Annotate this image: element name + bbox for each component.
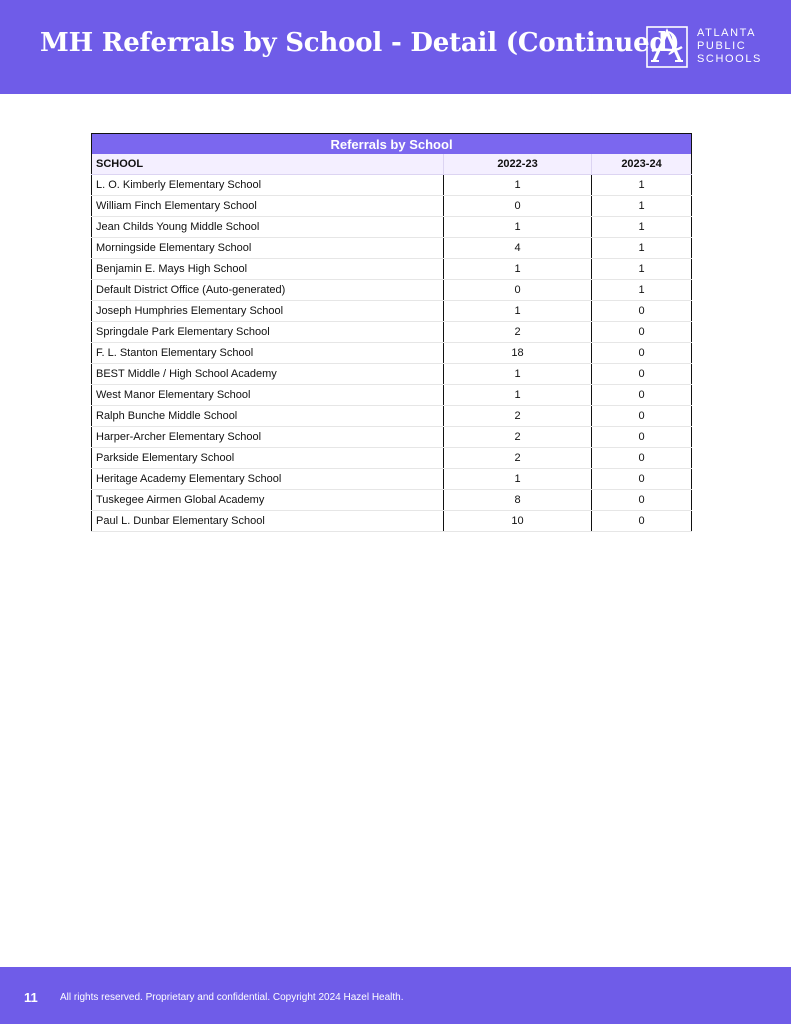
table-body bbox=[92, 154, 692, 532]
referrals-2023-24-cell: 1 bbox=[592, 238, 692, 259]
school-name-cell: L. O. Kimberly Elementary School bbox=[92, 175, 444, 196]
logo-line-1: ATLANTA bbox=[697, 27, 757, 39]
table-row bbox=[92, 175, 692, 196]
referrals-by-school-table bbox=[91, 133, 692, 532]
page-header bbox=[0, 0, 791, 94]
logo-wordmark bbox=[697, 27, 762, 66]
referrals-2022-23-cell: 0 bbox=[444, 196, 592, 217]
table-row bbox=[92, 301, 692, 322]
referrals-2022-23-cell: 1 bbox=[444, 385, 592, 406]
referrals-2022-23-cell: 10 bbox=[444, 511, 592, 532]
table-row bbox=[92, 196, 692, 217]
referrals-2023-24-cell: 0 bbox=[592, 322, 692, 343]
school-name-cell: Default District Office (Auto-generated) bbox=[92, 280, 444, 301]
table-row bbox=[92, 385, 692, 406]
column-header-school: SCHOOL bbox=[92, 154, 444, 175]
referrals-2022-23-cell: 1 bbox=[444, 259, 592, 280]
page-title: MH Referrals by School - Detail (Continued) bbox=[40, 28, 680, 58]
table-row bbox=[92, 469, 692, 490]
column-header-2023-24: 2023-24 bbox=[592, 154, 692, 175]
referrals-2023-24-cell: 0 bbox=[592, 301, 692, 322]
referrals-2023-24-cell: 0 bbox=[592, 511, 692, 532]
table-row bbox=[92, 511, 692, 532]
logo-line-2: PUBLIC bbox=[697, 40, 747, 52]
referrals-table-container bbox=[91, 133, 691, 532]
referrals-2023-24-cell: 1 bbox=[592, 259, 692, 280]
page-footer bbox=[0, 967, 791, 1024]
school-name-cell: Parkside Elementary School bbox=[92, 448, 444, 469]
referrals-2022-23-cell: 2 bbox=[444, 427, 592, 448]
atlanta-public-schools-logo bbox=[646, 26, 766, 68]
referrals-2022-23-cell: 2 bbox=[444, 448, 592, 469]
school-name-cell: Harper-Archer Elementary School bbox=[92, 427, 444, 448]
referrals-2022-23-cell: 1 bbox=[444, 469, 592, 490]
table-row bbox=[92, 406, 692, 427]
referrals-2022-23-cell: 8 bbox=[444, 490, 592, 511]
school-name-cell: Morningside Elementary School bbox=[92, 238, 444, 259]
table-row bbox=[92, 343, 692, 364]
referrals-2022-23-cell: 1 bbox=[444, 301, 592, 322]
page-number: 11 bbox=[24, 990, 38, 1005]
school-name-cell: Tuskegee Airmen Global Academy bbox=[92, 490, 444, 511]
referrals-2022-23-cell: 1 bbox=[444, 217, 592, 238]
school-name-cell: F. L. Stanton Elementary School bbox=[92, 343, 444, 364]
school-name-cell: Heritage Academy Elementary School bbox=[92, 469, 444, 490]
referrals-2022-23-cell: 0 bbox=[444, 280, 592, 301]
referrals-2022-23-cell: 2 bbox=[444, 322, 592, 343]
school-name-cell: William Finch Elementary School bbox=[92, 196, 444, 217]
referrals-2022-23-cell: 18 bbox=[444, 343, 592, 364]
table-row bbox=[92, 280, 692, 301]
column-header-row bbox=[92, 154, 692, 175]
school-name-cell: Benjamin E. Mays High School bbox=[92, 259, 444, 280]
referrals-2023-24-cell: 0 bbox=[592, 448, 692, 469]
referrals-2023-24-cell: 0 bbox=[592, 406, 692, 427]
aps-logo-icon bbox=[646, 26, 688, 68]
referrals-2022-23-cell: 1 bbox=[444, 364, 592, 385]
referrals-2023-24-cell: 0 bbox=[592, 469, 692, 490]
referrals-2023-24-cell: 1 bbox=[592, 196, 692, 217]
column-header-2022-23: 2022-23 bbox=[444, 154, 592, 175]
referrals-2023-24-cell: 1 bbox=[592, 280, 692, 301]
copyright-notice: All rights reserved. Proprietary and confidential. Copyright 2024 Hazel Health. bbox=[60, 992, 404, 1003]
logo-line-3: SCHOOLS bbox=[697, 53, 762, 65]
table-row bbox=[92, 448, 692, 469]
referrals-2023-24-cell: 0 bbox=[592, 343, 692, 364]
table-row bbox=[92, 217, 692, 238]
school-name-cell: Joseph Humphries Elementary School bbox=[92, 301, 444, 322]
referrals-2023-24-cell: 0 bbox=[592, 490, 692, 511]
school-name-cell: Ralph Bunche Middle School bbox=[92, 406, 444, 427]
table-row bbox=[92, 427, 692, 448]
table-caption: Referrals by School bbox=[92, 134, 692, 155]
table-row bbox=[92, 322, 692, 343]
referrals-2023-24-cell: 1 bbox=[592, 217, 692, 238]
referrals-2023-24-cell: 0 bbox=[592, 427, 692, 448]
school-name-cell: Jean Childs Young Middle School bbox=[92, 217, 444, 238]
table-row bbox=[92, 364, 692, 385]
referrals-2023-24-cell: 0 bbox=[592, 385, 692, 406]
table-row bbox=[92, 490, 692, 511]
referrals-2022-23-cell: 4 bbox=[444, 238, 592, 259]
table-row bbox=[92, 238, 692, 259]
school-name-cell: West Manor Elementary School bbox=[92, 385, 444, 406]
referrals-2023-24-cell: 0 bbox=[592, 364, 692, 385]
referrals-2023-24-cell: 1 bbox=[592, 175, 692, 196]
referrals-2022-23-cell: 2 bbox=[444, 406, 592, 427]
school-name-cell: Springdale Park Elementary School bbox=[92, 322, 444, 343]
school-name-cell: BEST Middle / High School Academy bbox=[92, 364, 444, 385]
referrals-2022-23-cell: 1 bbox=[444, 175, 592, 196]
table-row bbox=[92, 259, 692, 280]
school-name-cell: Paul L. Dunbar Elementary School bbox=[92, 511, 444, 532]
